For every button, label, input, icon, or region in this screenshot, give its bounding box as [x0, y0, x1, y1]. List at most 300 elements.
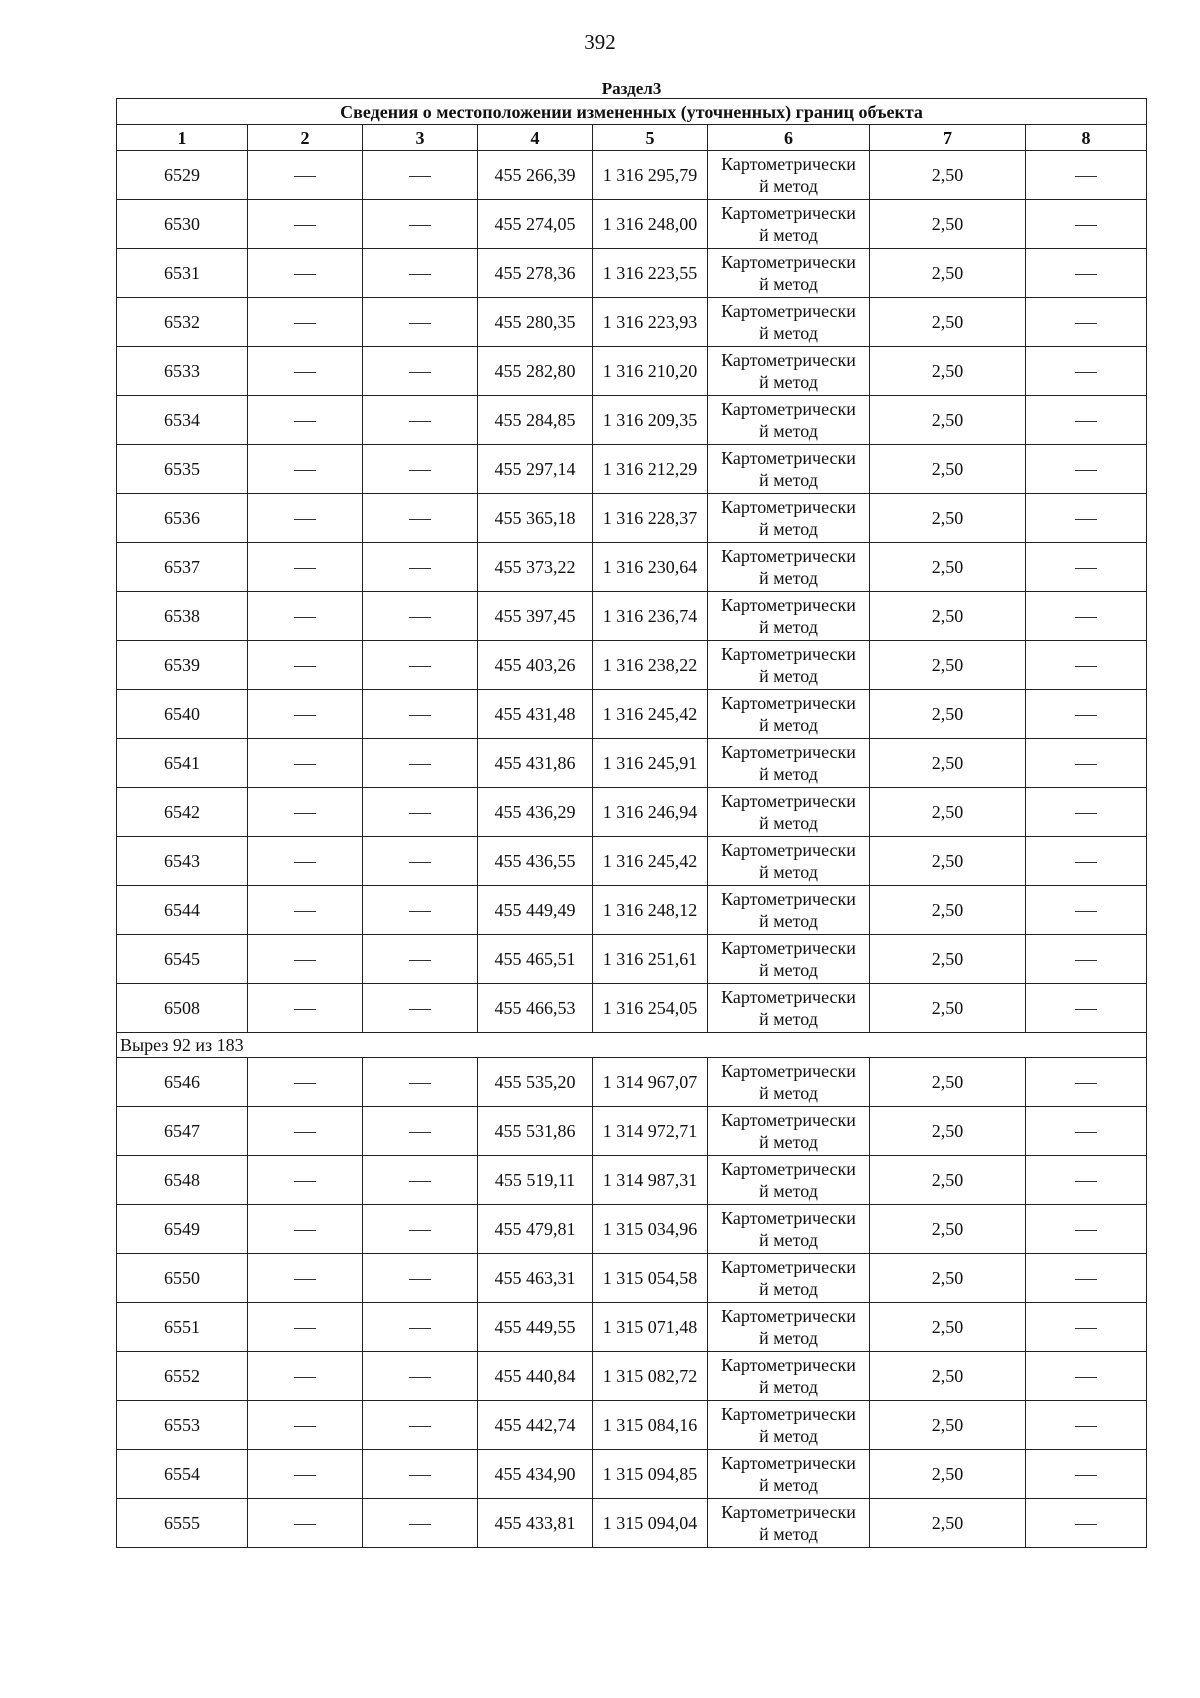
empty-cell	[363, 445, 478, 494]
empty-cell	[1026, 837, 1147, 886]
table-title: Сведения о местоположении измененных (уточненных) границ объекта	[117, 99, 1147, 125]
table-row	[117, 1303, 1147, 1352]
table-row	[117, 1107, 1147, 1156]
accuracy-cell: 2,50	[870, 1352, 1026, 1401]
dash-mark	[1075, 323, 1097, 324]
accuracy-cell: 2,50	[870, 445, 1026, 494]
dash-mark	[294, 1009, 316, 1010]
dash-mark	[1075, 1132, 1097, 1133]
empty-cell	[248, 396, 363, 445]
y-coordinate-cell: 1 314 967,07	[593, 1058, 708, 1107]
empty-cell	[363, 788, 478, 837]
empty-cell	[1026, 151, 1147, 200]
table-row	[117, 347, 1147, 396]
empty-cell	[1026, 347, 1147, 396]
method-line-2: й метод	[759, 225, 818, 245]
empty-cell	[1026, 1058, 1147, 1107]
dash-mark	[409, 1083, 431, 1084]
dash-mark	[294, 764, 316, 765]
empty-cell	[363, 200, 478, 249]
empty-cell	[248, 1450, 363, 1499]
empty-cell	[248, 347, 363, 396]
dash-mark	[294, 568, 316, 569]
point-id-cell: 6551	[117, 1303, 248, 1352]
point-id-cell: 6543	[117, 837, 248, 886]
method-cell	[708, 641, 870, 690]
y-coordinate-cell: 1 314 987,31	[593, 1156, 708, 1205]
empty-cell	[363, 690, 478, 739]
accuracy-cell: 2,50	[870, 1303, 1026, 1352]
method-cell	[708, 298, 870, 347]
y-coordinate-cell: 1 316 245,42	[593, 837, 708, 886]
table-row	[117, 641, 1147, 690]
dash-mark	[409, 617, 431, 618]
table-row	[117, 592, 1147, 641]
y-coordinate-cell: 1 316 295,79	[593, 151, 708, 200]
method-cell	[708, 837, 870, 886]
dash-mark	[294, 1132, 316, 1133]
method-cell	[708, 788, 870, 837]
dash-mark	[294, 960, 316, 961]
column-header: 7	[870, 125, 1026, 151]
method-line-1: Картометрически	[721, 546, 856, 566]
accuracy-cell: 2,50	[870, 151, 1026, 200]
table-row	[117, 151, 1147, 200]
cutout-label: Вырез 92 из 183	[117, 1033, 1147, 1058]
x-coordinate-cell: 455 466,53	[478, 984, 593, 1033]
y-coordinate-cell: 1 315 084,16	[593, 1401, 708, 1450]
x-coordinate-cell: 455 297,14	[478, 445, 593, 494]
dash-mark	[294, 1230, 316, 1231]
method-cell	[708, 1401, 870, 1450]
accuracy-cell: 2,50	[870, 1107, 1026, 1156]
method-line-1: Картометрически	[721, 889, 856, 909]
dash-mark	[409, 1377, 431, 1378]
dash-mark	[294, 225, 316, 226]
y-coordinate-cell: 1 316 245,91	[593, 739, 708, 788]
method-line-2: й метод	[759, 176, 818, 196]
y-coordinate-cell: 1 316 236,74	[593, 592, 708, 641]
empty-cell	[248, 249, 363, 298]
dash-mark	[409, 960, 431, 961]
accuracy-cell: 2,50	[870, 788, 1026, 837]
y-coordinate-cell: 1 316 254,05	[593, 984, 708, 1033]
y-coordinate-cell: 1 314 972,71	[593, 1107, 708, 1156]
empty-cell	[1026, 445, 1147, 494]
empty-cell	[1026, 739, 1147, 788]
empty-cell	[1026, 1205, 1147, 1254]
dash-mark	[1075, 1230, 1097, 1231]
y-coordinate-cell: 1 316 209,35	[593, 396, 708, 445]
point-id-cell: 6552	[117, 1352, 248, 1401]
method-line-2: й метод	[759, 1279, 818, 1299]
x-coordinate-cell: 455 282,80	[478, 347, 593, 396]
method-line-2: й метод	[759, 1377, 818, 1397]
table-row	[117, 739, 1147, 788]
empty-cell	[363, 739, 478, 788]
x-coordinate-cell: 455 403,26	[478, 641, 593, 690]
accuracy-cell: 2,50	[870, 1254, 1026, 1303]
empty-cell	[248, 1352, 363, 1401]
dash-mark	[1075, 568, 1097, 569]
y-coordinate-cell: 1 316 230,64	[593, 543, 708, 592]
section-heading: Раздел3	[601, 79, 662, 98]
dash-mark	[1075, 764, 1097, 765]
empty-cell	[363, 1303, 478, 1352]
empty-cell	[363, 1401, 478, 1450]
empty-cell	[1026, 1450, 1147, 1499]
dash-mark	[294, 1279, 316, 1280]
dash-mark	[294, 176, 316, 177]
empty-cell	[1026, 592, 1147, 641]
method-line-1: Картометрически	[721, 987, 856, 1007]
accuracy-cell: 2,50	[870, 984, 1026, 1033]
point-id-cell: 6508	[117, 984, 248, 1033]
empty-cell	[1026, 249, 1147, 298]
dash-mark	[409, 1009, 431, 1010]
method-line-2: й метод	[759, 274, 818, 294]
empty-cell	[248, 1205, 363, 1254]
point-id-cell: 6541	[117, 739, 248, 788]
accuracy-cell: 2,50	[870, 935, 1026, 984]
empty-cell	[1026, 494, 1147, 543]
table-row	[117, 249, 1147, 298]
dash-mark	[409, 176, 431, 177]
point-id-cell: 6539	[117, 641, 248, 690]
table-row	[117, 1156, 1147, 1205]
x-coordinate-cell: 455 433,81	[478, 1499, 593, 1548]
empty-cell	[248, 298, 363, 347]
accuracy-cell: 2,50	[870, 494, 1026, 543]
method-cell	[708, 151, 870, 200]
dash-mark	[409, 1230, 431, 1231]
dash-mark	[409, 1181, 431, 1182]
empty-cell	[248, 1107, 363, 1156]
empty-cell	[1026, 396, 1147, 445]
dash-mark	[409, 568, 431, 569]
accuracy-cell: 2,50	[870, 837, 1026, 886]
table-row	[117, 1352, 1147, 1401]
accuracy-cell: 2,50	[870, 592, 1026, 641]
method-cell	[708, 592, 870, 641]
method-line-2: й метод	[759, 1475, 818, 1495]
point-id-cell: 6531	[117, 249, 248, 298]
dash-mark	[1075, 960, 1097, 961]
empty-cell	[1026, 690, 1147, 739]
y-coordinate-cell: 1 315 082,72	[593, 1352, 708, 1401]
method-line-1: Картометрически	[721, 644, 856, 664]
cutout-label-row	[117, 1033, 1147, 1058]
table-row	[117, 886, 1147, 935]
point-id-cell: 6545	[117, 935, 248, 984]
method-line-1: Картометрически	[721, 1404, 856, 1424]
dash-mark	[409, 372, 431, 373]
method-line-1: Картометрически	[721, 791, 856, 811]
empty-cell	[1026, 1499, 1147, 1548]
dash-mark	[409, 274, 431, 275]
dash-mark	[294, 862, 316, 863]
point-id-cell: 6538	[117, 592, 248, 641]
dash-mark	[1075, 1524, 1097, 1525]
method-line-2: й метод	[759, 1083, 818, 1103]
empty-cell	[363, 1156, 478, 1205]
point-id-cell: 6547	[117, 1107, 248, 1156]
empty-cell	[363, 396, 478, 445]
y-coordinate-cell: 1 315 071,48	[593, 1303, 708, 1352]
dash-mark	[1075, 862, 1097, 863]
empty-cell	[1026, 935, 1147, 984]
point-id-cell: 6554	[117, 1450, 248, 1499]
empty-cell	[363, 347, 478, 396]
table-row	[117, 837, 1147, 886]
dash-mark	[294, 911, 316, 912]
method-line-1: Картометрически	[721, 1453, 856, 1473]
point-id-cell: 6533	[117, 347, 248, 396]
empty-cell	[363, 543, 478, 592]
accuracy-cell: 2,50	[870, 1058, 1026, 1107]
x-coordinate-cell: 455 284,85	[478, 396, 593, 445]
dash-mark	[1075, 225, 1097, 226]
method-line-1: Картометрически	[721, 693, 856, 713]
method-line-1: Картометрически	[721, 595, 856, 615]
empty-cell	[1026, 200, 1147, 249]
method-cell	[708, 984, 870, 1033]
method-line-2: й метод	[759, 1009, 818, 1029]
empty-cell	[363, 837, 478, 886]
x-coordinate-cell: 455 373,22	[478, 543, 593, 592]
point-id-cell: 6536	[117, 494, 248, 543]
column-header: 5	[593, 125, 708, 151]
empty-cell	[363, 1107, 478, 1156]
y-coordinate-cell: 1 316 245,42	[593, 690, 708, 739]
empty-cell	[1026, 543, 1147, 592]
method-cell	[708, 347, 870, 396]
method-line-2: й метод	[759, 715, 818, 735]
point-id-cell: 6535	[117, 445, 248, 494]
x-coordinate-cell: 455 449,55	[478, 1303, 593, 1352]
method-line-1: Картометрически	[721, 1110, 856, 1130]
empty-cell	[363, 641, 478, 690]
table-row	[117, 1254, 1147, 1303]
x-coordinate-cell: 455 465,51	[478, 935, 593, 984]
method-line-1: Картометрически	[721, 1159, 856, 1179]
dash-mark	[1075, 176, 1097, 177]
method-line-2: й метод	[759, 1328, 818, 1348]
dash-mark	[409, 519, 431, 520]
empty-cell	[363, 494, 478, 543]
empty-cell	[248, 200, 363, 249]
accuracy-cell: 2,50	[870, 396, 1026, 445]
dash-mark	[1075, 1083, 1097, 1084]
method-line-2: й метод	[759, 1230, 818, 1250]
accuracy-cell: 2,50	[870, 1156, 1026, 1205]
dash-mark	[294, 1328, 316, 1329]
x-coordinate-cell: 455 449,49	[478, 886, 593, 935]
method-cell	[708, 1205, 870, 1254]
dash-mark	[1075, 715, 1097, 716]
column-header: 1	[117, 125, 248, 151]
y-coordinate-cell: 1 316 228,37	[593, 494, 708, 543]
empty-cell	[248, 1058, 363, 1107]
method-line-1: Картометрически	[721, 203, 856, 223]
dash-mark	[294, 470, 316, 471]
x-coordinate-cell: 455 280,35	[478, 298, 593, 347]
page-number: 392	[584, 30, 616, 54]
method-line-2: й метод	[759, 323, 818, 343]
dash-mark	[1075, 1328, 1097, 1329]
dash-mark	[409, 813, 431, 814]
method-line-1: Картометрически	[721, 1208, 856, 1228]
dash-mark	[1075, 1426, 1097, 1427]
method-line-2: й метод	[759, 1426, 818, 1446]
method-line-1: Картометрически	[721, 301, 856, 321]
empty-cell	[363, 935, 478, 984]
x-coordinate-cell: 455 436,55	[478, 837, 593, 886]
method-line-2: й метод	[759, 960, 818, 980]
empty-cell	[363, 1254, 478, 1303]
method-line-1: Картометрически	[721, 1257, 856, 1277]
point-id-cell: 6544	[117, 886, 248, 935]
accuracy-cell: 2,50	[870, 249, 1026, 298]
y-coordinate-cell: 1 315 054,58	[593, 1254, 708, 1303]
x-coordinate-cell: 455 434,90	[478, 1450, 593, 1499]
method-cell	[708, 739, 870, 788]
dash-mark	[294, 421, 316, 422]
table-body	[117, 151, 1147, 1548]
empty-cell	[248, 494, 363, 543]
dash-mark	[409, 1475, 431, 1476]
dash-mark	[409, 1524, 431, 1525]
empty-cell	[1026, 984, 1147, 1033]
dash-mark	[294, 1377, 316, 1378]
empty-cell	[363, 592, 478, 641]
empty-cell	[248, 935, 363, 984]
method-line-1: Картометрически	[721, 1306, 856, 1326]
empty-cell	[1026, 788, 1147, 837]
table-row	[117, 690, 1147, 739]
dash-mark	[409, 911, 431, 912]
x-coordinate-cell: 455 397,45	[478, 592, 593, 641]
y-coordinate-cell: 1 315 034,96	[593, 1205, 708, 1254]
empty-cell	[248, 837, 363, 886]
dash-mark	[1075, 813, 1097, 814]
point-id-cell: 6540	[117, 690, 248, 739]
method-line-1: Картометрически	[721, 938, 856, 958]
dash-mark	[409, 764, 431, 765]
method-line-2: й метод	[759, 372, 818, 392]
method-line-2: й метод	[759, 1181, 818, 1201]
x-coordinate-cell: 455 436,29	[478, 788, 593, 837]
dash-mark	[1075, 470, 1097, 471]
y-coordinate-cell: 1 316 238,22	[593, 641, 708, 690]
method-line-2: й метод	[759, 911, 818, 931]
method-line-2: й метод	[759, 862, 818, 882]
method-cell	[708, 1352, 870, 1401]
y-coordinate-cell: 1 316 212,29	[593, 445, 708, 494]
empty-cell	[248, 1156, 363, 1205]
table-row	[117, 1499, 1147, 1548]
method-line-2: й метод	[759, 813, 818, 833]
method-cell	[708, 543, 870, 592]
accuracy-cell: 2,50	[870, 347, 1026, 396]
empty-cell	[248, 1254, 363, 1303]
method-line-1: Картометрически	[721, 1502, 856, 1522]
column-header: 8	[1026, 125, 1147, 151]
empty-cell	[1026, 298, 1147, 347]
point-id-cell: 6555	[117, 1499, 248, 1548]
y-coordinate-cell: 1 315 094,85	[593, 1450, 708, 1499]
x-coordinate-cell: 455 479,81	[478, 1205, 593, 1254]
empty-cell	[248, 445, 363, 494]
dash-mark	[409, 862, 431, 863]
empty-cell	[248, 151, 363, 200]
empty-cell	[1026, 1401, 1147, 1450]
accuracy-cell: 2,50	[870, 1401, 1026, 1450]
empty-cell	[363, 1450, 478, 1499]
accuracy-cell: 2,50	[870, 543, 1026, 592]
point-id-cell: 6548	[117, 1156, 248, 1205]
y-coordinate-cell: 1 316 210,20	[593, 347, 708, 396]
empty-cell	[1026, 1156, 1147, 1205]
x-coordinate-cell: 455 535,20	[478, 1058, 593, 1107]
dash-mark	[1075, 666, 1097, 667]
empty-cell	[363, 1499, 478, 1548]
empty-cell	[248, 1401, 363, 1450]
dash-mark	[409, 1279, 431, 1280]
point-id-cell: 6534	[117, 396, 248, 445]
empty-cell	[248, 592, 363, 641]
method-cell	[708, 1107, 870, 1156]
table-row	[117, 935, 1147, 984]
method-cell	[708, 445, 870, 494]
column-header: 2	[248, 125, 363, 151]
point-id-cell: 6549	[117, 1205, 248, 1254]
method-cell	[708, 494, 870, 543]
dash-mark	[409, 225, 431, 226]
dash-mark	[1075, 911, 1097, 912]
method-cell	[708, 1499, 870, 1548]
accuracy-cell: 2,50	[870, 1450, 1026, 1499]
empty-cell	[1026, 1352, 1147, 1401]
method-line-2: й метод	[759, 617, 818, 637]
y-coordinate-cell: 1 316 248,12	[593, 886, 708, 935]
dash-mark	[409, 1328, 431, 1329]
accuracy-cell: 2,50	[870, 200, 1026, 249]
empty-cell	[248, 1499, 363, 1548]
empty-cell	[363, 298, 478, 347]
method-line-1: Картометрически	[721, 350, 856, 370]
dash-mark	[1075, 1181, 1097, 1182]
method-cell	[708, 1058, 870, 1107]
method-cell	[708, 1303, 870, 1352]
dash-mark	[1075, 519, 1097, 520]
table-row	[117, 1450, 1147, 1499]
accuracy-cell: 2,50	[870, 886, 1026, 935]
column-header: 3	[363, 125, 478, 151]
table-row	[117, 984, 1147, 1033]
table-row	[117, 1401, 1147, 1450]
dash-mark	[294, 813, 316, 814]
method-line-1: Картометрически	[721, 742, 856, 762]
dash-mark	[409, 1426, 431, 1427]
dash-mark	[294, 1083, 316, 1084]
y-coordinate-cell: 1 315 094,04	[593, 1499, 708, 1548]
empty-cell	[1026, 641, 1147, 690]
method-cell	[708, 1450, 870, 1499]
y-coordinate-cell: 1 316 223,55	[593, 249, 708, 298]
table-row	[117, 445, 1147, 494]
table-row	[117, 788, 1147, 837]
